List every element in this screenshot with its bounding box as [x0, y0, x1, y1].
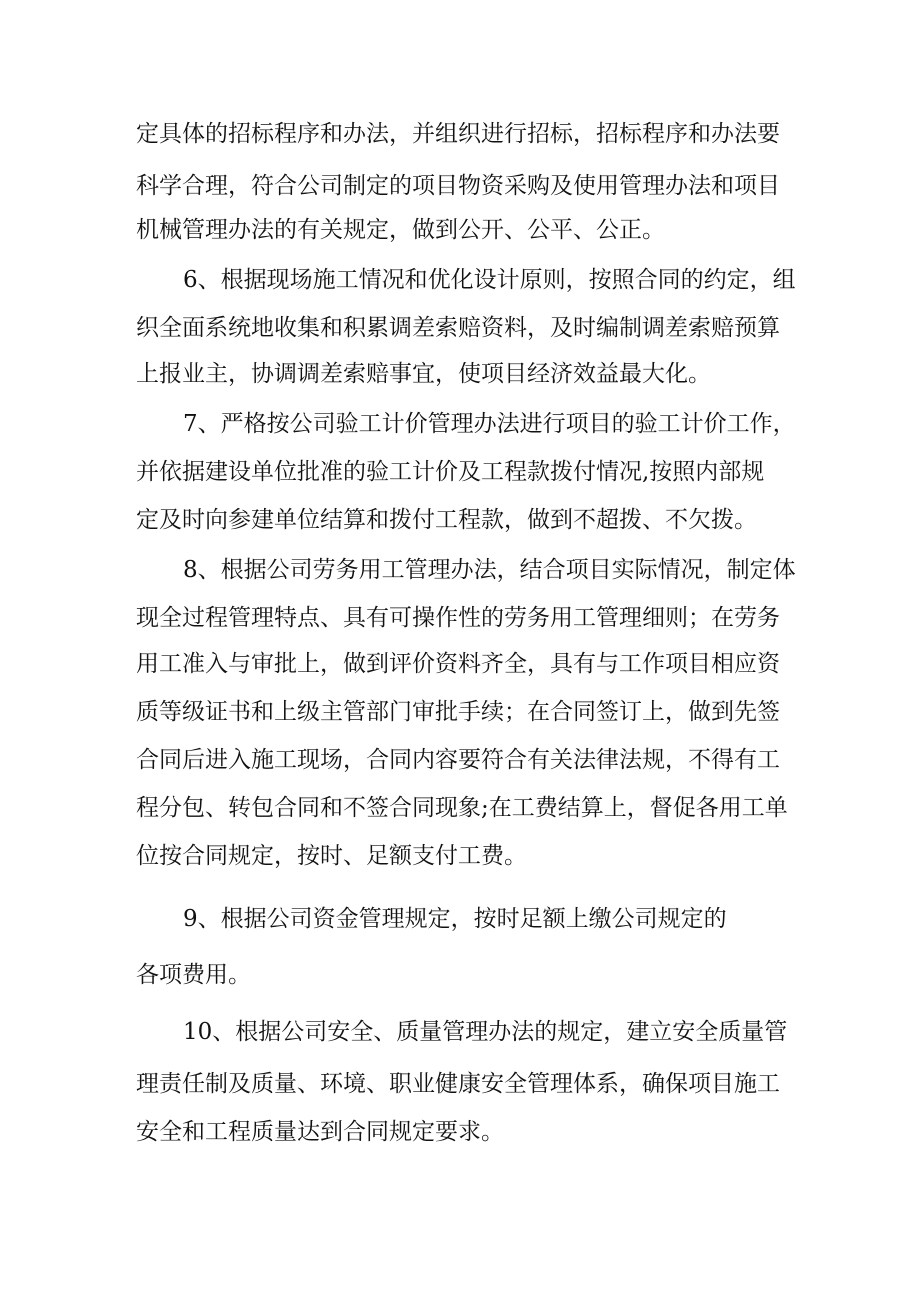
text-line: 定具体的招标程序和办法，并组织进行招标，招标程序和办法要 — [136, 121, 780, 147]
text-line: 上报业主，协调调差索赔事宜，使项目经济效益最大化。 — [136, 361, 711, 387]
text-line: 7、严格按公司验工计价管理办法进行项目的验工计价工作， — [183, 411, 796, 437]
text-line: 程分包、转包合同和不签合同现象;在工费结算上，督促各用工单 — [136, 795, 788, 821]
text-line: 理责任制及质量、环境、职业健康安全管理体系，确保项目施工 — [136, 1071, 780, 1097]
text-line: 质等级证书和上级主管部门审批手续；在合同签订上，做到先签 — [136, 699, 780, 725]
text-line: 各项费用。 — [136, 962, 251, 988]
text-line: 用工准入与审批上，做到评价资料齐全，具有与工作项目相应资 — [136, 651, 780, 677]
text-line: 现全过程管理特点、具有可操作性的劳务用工管理细则；在劳务 — [136, 605, 780, 631]
text-line: 合同后进入施工现场，合同内容要符合有关法律法规，不得有工 — [136, 747, 780, 773]
text-line: 定及时向参建单位结算和拨付工程款，做到不超拨、不欠拨。 — [136, 507, 757, 533]
text-line: 6、根据现场施工情况和优化设计原则，按照合同的约定，组 — [183, 267, 796, 293]
text-line: 9、根据公司资金管理规定，按时足额上缴公司规定的 — [183, 906, 727, 932]
text-line: 8、根据公司劳务用工管理办法，结合项目实际情况，制定体 — [183, 557, 796, 583]
text-line: 并依据建设单位批准的验工计价及工程款拨付情况,按照内部规 — [136, 459, 765, 485]
text-line: 位按合同规定，按时、足额支付工费。 — [136, 843, 527, 869]
text-line: 科学合理，符合公司制定的项目物资采购及使用管理办法和项目 — [136, 173, 780, 199]
text-line: 安全和工程质量达到合同规定要求。 — [136, 1119, 504, 1145]
text-line: 10、根据公司安全、质量管理办法的规定，建立安全质量管 — [183, 1019, 788, 1045]
text-line: 织全面系统地收集和积累调差索赔资料，及时编制调差索赔预算 — [136, 315, 780, 341]
text-line: 机械管理办法的有关规定，做到公开、公平、公正。 — [136, 217, 665, 243]
